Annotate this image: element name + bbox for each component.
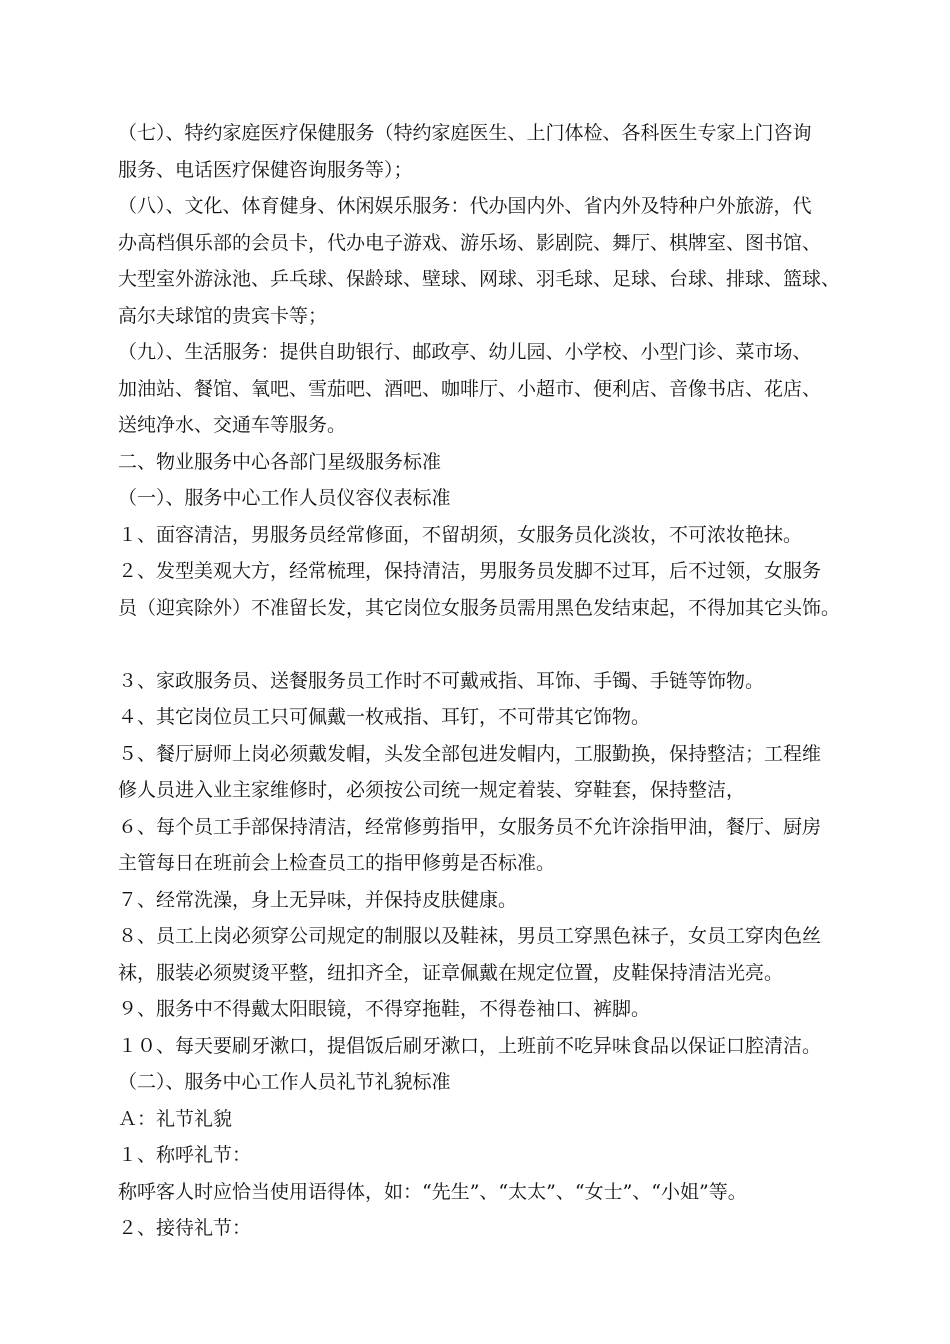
section-heading: 二、物业服务中心各部门星级服务标准 — [118, 450, 442, 473]
text-line: ８、员工上岗必须穿公司规定的制服以及鞋袜，男员工穿黑色袜子，女员工穿肉色丝 — [118, 925, 822, 947]
text-line: （九）、生活服务：提供自助银行、邮政亭、幼儿园、小学校、小型门诊、菜市场、 — [118, 341, 812, 363]
text-line: 修人员进入业主家维修时，必须按公司统一规定着装、穿鞋套，保持整洁， — [118, 779, 746, 801]
text-line: １、称呼礼节： — [118, 1144, 252, 1166]
text-line: ５、餐厅厨师上岗必须戴发帽，头发全部包进发帽内，工服勤换，保持整洁；工程维 — [118, 742, 822, 765]
text-line: ３、家政服务员、送餐服务员工作时不可戴戒指、耳饰、手镯、手链等饰物。 — [118, 669, 765, 692]
text-line: ９、服务中不得戴太阳眼镜，不得穿拖鞋，不得卷袖口、裤脚。 — [118, 998, 651, 1020]
text-line: ２、发型美观大方，经常梳理，保持清洁，男服务员发脚不过耳，后不过领，女服务 — [118, 560, 822, 582]
text-line: 员（迎宾除外）不准留长发，其它岗位女服务员需用黑色发结束起，不得加其它头饰。 — [118, 596, 841, 619]
text-line: ７、经常洗澡，身上无异味，并保持皮肤健康。 — [118, 888, 518, 911]
text-line: ６、每个员工手部保持清洁，经常修剪指甲，女服务员不允许涂指甲油，餐厅、厨房 — [118, 815, 822, 838]
blank-line — [118, 626, 858, 663]
text-line: Ａ：礼节礼貌 — [118, 1107, 233, 1130]
document-body — [118, 115, 858, 1247]
text-line: 高尔夫球馆的贵宾卡等； — [118, 304, 328, 327]
subsection-heading: （二）、服务中心工作人员礼节礼貌标准 — [118, 1071, 451, 1093]
text-line: 称呼客人时应恰当使用语得体，如：“先生”、“太太”、“女士”、“小姐”等。 — [118, 1180, 747, 1203]
text-line: 服务、电话医疗保健咨询服务等）； — [118, 158, 413, 181]
text-line: 主管每日在班前会上检查员工的指甲修剪是否标准。 — [118, 852, 556, 874]
text-line: １、面容清洁，男服务员经常修面，不留胡须，女服务员化淡妆，不可浓妆艳抹。 — [118, 523, 803, 546]
text-line: （七）、特约家庭医疗保健服务（特约家庭医生、上门体检、各科医生专家上门咨询 — [118, 122, 812, 144]
text-line: ４、其它岗位员工只可佩戴一枚戒指、耳钉，不可带其它饰物。 — [118, 706, 651, 728]
text-line: 加油站、餐馆、氧吧、雪茄吧、酒吧、咖啡厅、小超市、便利店、音像书店、花店、 — [118, 377, 822, 400]
text-line: 袜，服装必须熨烫平整，纽扣齐全，证章佩戴在规定位置，皮鞋保持清洁光亮。 — [118, 961, 784, 984]
subsection-heading: （一）、服务中心工作人员仪容仪表标准 — [118, 487, 451, 509]
text-line: 大型室外游泳池、乒乓球、保龄球、壁球、网球、羽毛球、足球、台球、排球、篮球、 — [118, 268, 841, 290]
text-line: １０、每天要刷牙漱口，提倡饭后刷牙漱口，上班前不吃异味食品以保证口腔清洁。 — [118, 1034, 822, 1057]
text-line: ２、接待礼节： — [118, 1217, 252, 1239]
text-line: 送纯净水、交通车等服务。 — [118, 414, 347, 436]
text-line: 办高档俱乐部的会员卡，代办电子游戏、游乐场、影剧院、舞厅、棋牌室、图书馆、 — [118, 231, 822, 254]
text-line: （八）、文化、体育健身、休闲娱乐服务：代办国内外、省内外及特种户外旅游，代 — [118, 195, 812, 217]
